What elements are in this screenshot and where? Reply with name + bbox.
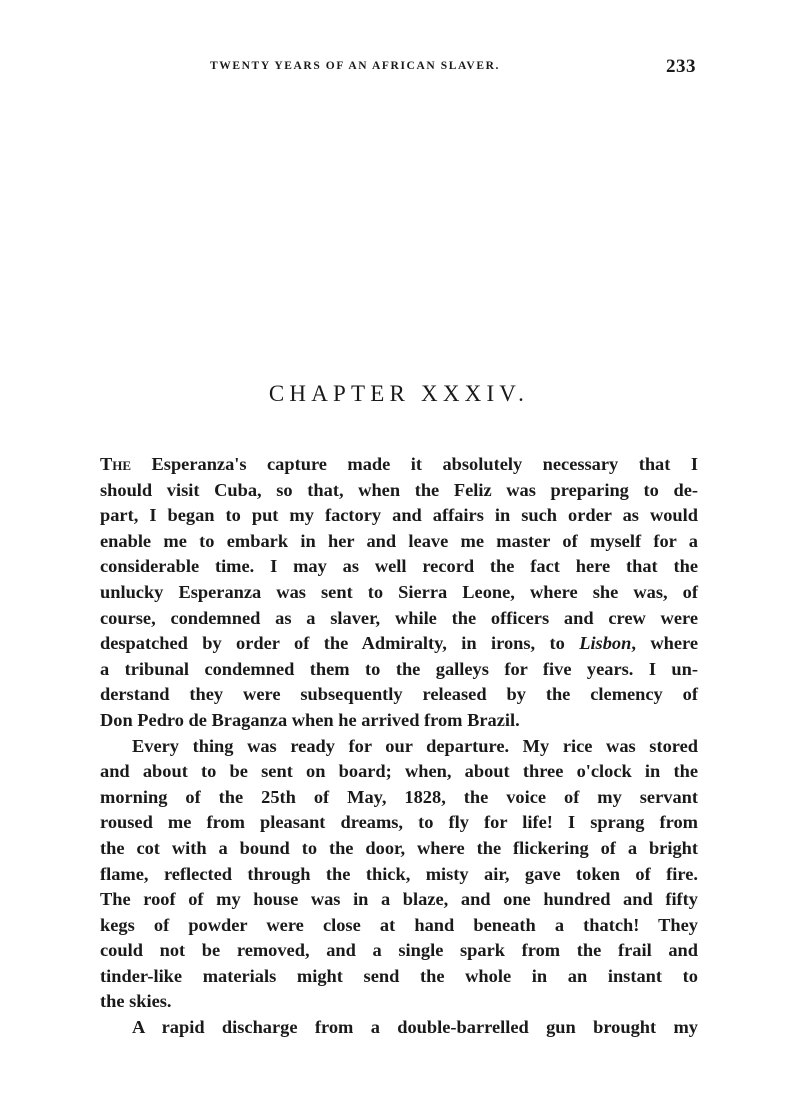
text-line: Every thing was ready for our departure. My rice was stored (132, 735, 698, 756)
text-line: enable me to embark in her and leave me master of myself for a (100, 530, 698, 551)
page-number: 233 (666, 56, 696, 77)
text-line: part, I began to put my factory and affairs in such order as would (100, 505, 698, 526)
text-line: and about to be sent on board; when, about three o'clock in the (100, 761, 698, 782)
text-line: unlucky Esperanza was sent to Sierra Leone, where she was, of (100, 581, 698, 602)
running-title: TWENTY YEARS OF AN AFRICAN SLAVER. (210, 60, 500, 72)
text-line: The Esperanza's capture made it absolutely necessary that I (100, 454, 698, 474)
chapter-title: CHAPTER XXXIV. (268, 381, 530, 406)
text-line: considerable time. I may as well record the fact here that the (100, 556, 698, 577)
text-line: should visit Cuba, so that, when the Feliz was preparing to de- (100, 479, 698, 500)
text-line: the cot with a bound to the door, where the flickering of a bright (100, 837, 698, 858)
text-line: a tribunal condemned them to the galleys for five years. I un- (100, 658, 698, 679)
text-line: roused me from pleasant dreams, to fly for life! I sprang from (100, 812, 698, 833)
text-line: kegs of powder were close at hand beneath a thatch! They (100, 914, 698, 935)
text-line: derstand they were subsequently released by the clemency of (100, 684, 698, 705)
italic-word: Lisbon (579, 633, 632, 654)
text-line: flame, reflected through the thick, misty air, gave token of fire. (100, 863, 698, 884)
text-line: Don Pedro de Braganza when he arrived from Brazil. (100, 709, 520, 730)
text-line: could not be removed, and a single spark from the frail and (100, 940, 698, 961)
text-line: the skies. (100, 991, 172, 1012)
text-line: The roof of my house was in a blaze, and one hundred and fifty (100, 889, 698, 910)
text-line: A rapid discharge from a double-barrelled gun brought my (132, 1017, 698, 1038)
running-header (100, 56, 698, 80)
body-text (100, 452, 698, 1041)
text-line: despatched by order of the Admiralty, in irons, to Lisbon, where (100, 633, 698, 654)
text-line: course, condemned as a slaver, while the officers and crew were (100, 607, 698, 628)
text-line: tinder-like materials might send the whole in an instant to (100, 965, 698, 986)
first-word: The (100, 454, 132, 474)
text-line: morning of the 25th of May, 1828, the voice of my servant (100, 786, 698, 807)
